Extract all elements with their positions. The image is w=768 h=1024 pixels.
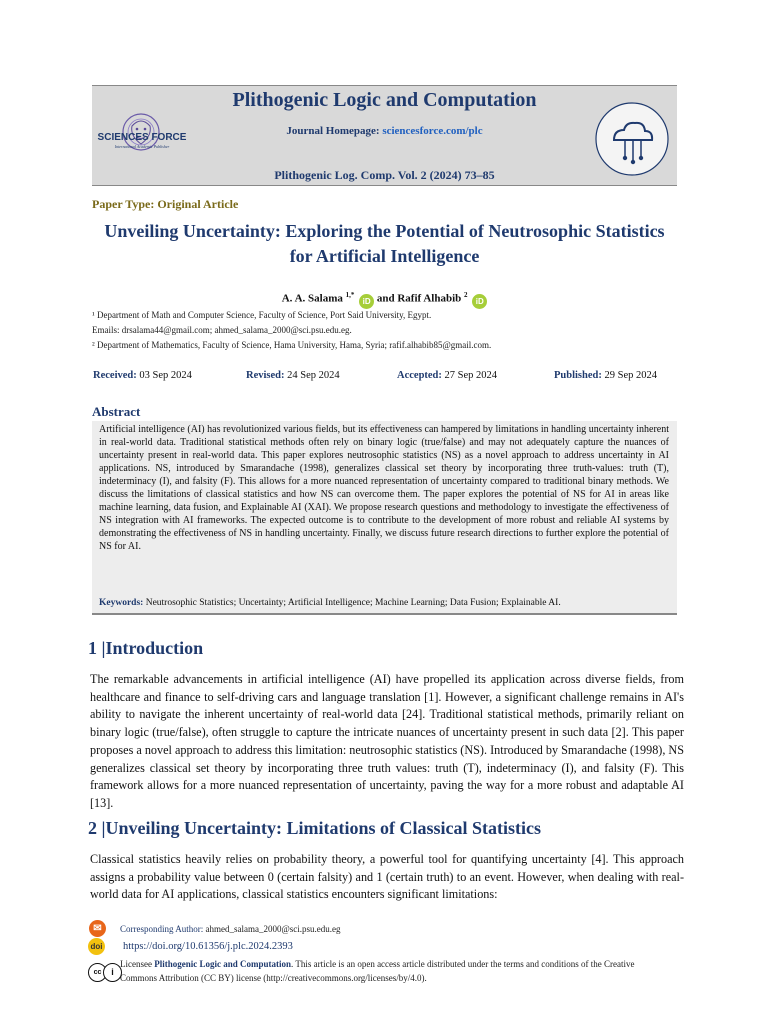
corresponding-email[interactable]: ahmed_salama_2000@sci.psu.edu.eg — [205, 924, 341, 934]
introduction-paragraph: The remarkable advancements in artificial intelligence (AI) have propelled its application across diverse fields, from healthcare and finance to self-driving cars and language translation [1]. However, a significant challenge remains in AI's ability to navigate the inherent uncertainty of real-world data [24]. Traditional statistical methods, primarily reliant on binary logic (true/false), often struggle to capture the intricate nuances of uncertainty present in such data [2]. This paper proposes a novel approach to address this limitation: neutrosophic statistics (NS). Introduced by Smarandache (1998), NS generalizes classical set theory by incorporating three truth values: truth (T), indeterminacy (I), and falsity (F). This framework allows for a more nuanced representation of uncertainty, paving the way for a more robust and adaptable AI [13]. — [90, 672, 685, 810]
author-name: A. A. Salama — [281, 292, 343, 305]
doi-link[interactable]: https://doi.org/10.61356/j.plc.2024.2393 — [123, 941, 293, 952]
author-connector: and — [376, 292, 395, 305]
cc-icon: cc — [88, 963, 107, 982]
homepage-label: Journal Homepage — [286, 125, 376, 137]
journal-citation: Plithogenic Log. Comp. Vol. 2 (2024) 73–85 — [274, 168, 495, 182]
limitations-paragraph: Classical statistics heavily relies on probability theory, a powerful tool for quantifying uncertainty [4]. This approach assigns a probability value between 0 (certain falsity) and 1 (certain truth) to an event. However, when dealing with real-world data for AI applications, classical statistics encounters significant limitations: — [90, 852, 684, 902]
plc-journal-logo — [592, 100, 672, 178]
date-revised: Revised: 24 Sep 2024 — [246, 370, 340, 381]
sciences-force-wordmark: SCIENCES FORCE — [97, 132, 187, 143]
date-published: Published: 29 Sep 2024 — [554, 370, 657, 381]
paper-title: Unveiling Uncertainty: Exploring the Potential of Neutrosophic Statistics for Artificial Intelligence — [104, 221, 665, 266]
orcid-icon[interactable]: iD — [472, 294, 487, 309]
section-title: Unveiling Uncertainty: Limitations of Classical Statistics — [105, 818, 541, 838]
section-title: Introduction — [105, 638, 204, 658]
abstract-heading: Abstract — [92, 404, 141, 419]
mail-icon: ✉ — [89, 920, 106, 937]
section-number: 1 | — [88, 638, 106, 658]
affiliation-1: ¹ Department of Math and Computer Science, Faculty of Science, Port Said University, Egypt. — [92, 310, 432, 320]
journal-header — [92, 85, 677, 186]
journal-title: Plithogenic Logic and Computation — [232, 89, 537, 111]
section-heading-limitations — [88, 818, 541, 839]
keywords — [99, 598, 671, 608]
license-journal: Plithogenic Logic and Computation — [154, 959, 291, 969]
keywords-label: Keywords: — [99, 598, 144, 608]
author-emails: Emails: drsalama44@gmail.com; ahmed_salama_2000@sci.psu.edu.eg. — [92, 325, 352, 335]
corresponding-author — [120, 924, 341, 934]
date-received: Received: 03 Sep 2024 — [93, 370, 192, 381]
author-superscript: 1,* — [345, 291, 355, 299]
abstract-text: Artificial intelligence (AI) has revolutionized various fields, but its effectiveness can hampered by limitations in handling uncertainty inherent in real-world data. Traditional statistical methods often rely on binary logic (true/false) and may not adequately capture the nuances of uncertainty present in real-world data. This paper explores neutrosophic statistics (NS) as a novel approach to address uncertainty in AI applications. NS, introduced by Smarandache (1998), generalizes classical set theory by incorporating three truth-values: truth (T), indeterminacy (I), and falsity (F). This allows for a more nuanced representation of uncertainty compared to traditional binary methods. We discuss the limitations of classical statistics and how NS can overcome them. The paper explores the potential of NS for AI in areas like machine learning, data fusion, and Explainable AI (XAI). We propose research questions and methodology to investigate the effectiveness of NS integration with AI frameworks. The expected outcome is to contribute to the development of more robust and reliable AI systems by demonstrating the effectiveness of NS in handling uncertainty. Finally, we discuss future research directions to further explore the potential of NS for AI. — [99, 424, 669, 553]
abstract-box — [92, 421, 677, 615]
author-name: Rafif Alhabib — [397, 292, 462, 305]
journal-homepage: Journal Homepage: sciencesforce.com/plc — [286, 125, 483, 137]
affiliation-2: ² Department of Mathematics, Faculty of Science, Hama University, Hama, Syria; rafif.alhabib85@gmail.com. — [92, 340, 492, 350]
section-number: 2 | — [88, 818, 106, 838]
corresponding-label: Corresponding Author: — [120, 924, 204, 934]
paper-type: Paper Type: Original Article — [92, 197, 239, 211]
homepage-link[interactable]: sciencesforce.com/plc — [382, 125, 483, 137]
orcid-icon[interactable]: iD — [359, 294, 374, 309]
keywords-list: Neutrosophic Statistics; Uncertainty; Artificial Intelligence; Machine Learning; Data Fusion; Explainable AI. — [145, 598, 561, 608]
sciences-force-subtitle: International Academic Publisher — [114, 144, 170, 149]
author-list — [92, 291, 677, 309]
license-text: Licensee Plithogenic Logic and Computation. This article is an open access article distributed under the terms and conditions of the Creative Commons Attribution (CC BY) license (http://creativecommons.org/licenses/by/4.0). — [120, 959, 635, 983]
by-attribution-icon: i — [103, 963, 122, 982]
author-superscript: 2 — [464, 291, 468, 299]
section-heading-introduction — [88, 638, 203, 659]
date-accepted: Accepted: 27 Sep 2024 — [397, 370, 498, 381]
doi-icon: doi — [88, 938, 105, 955]
